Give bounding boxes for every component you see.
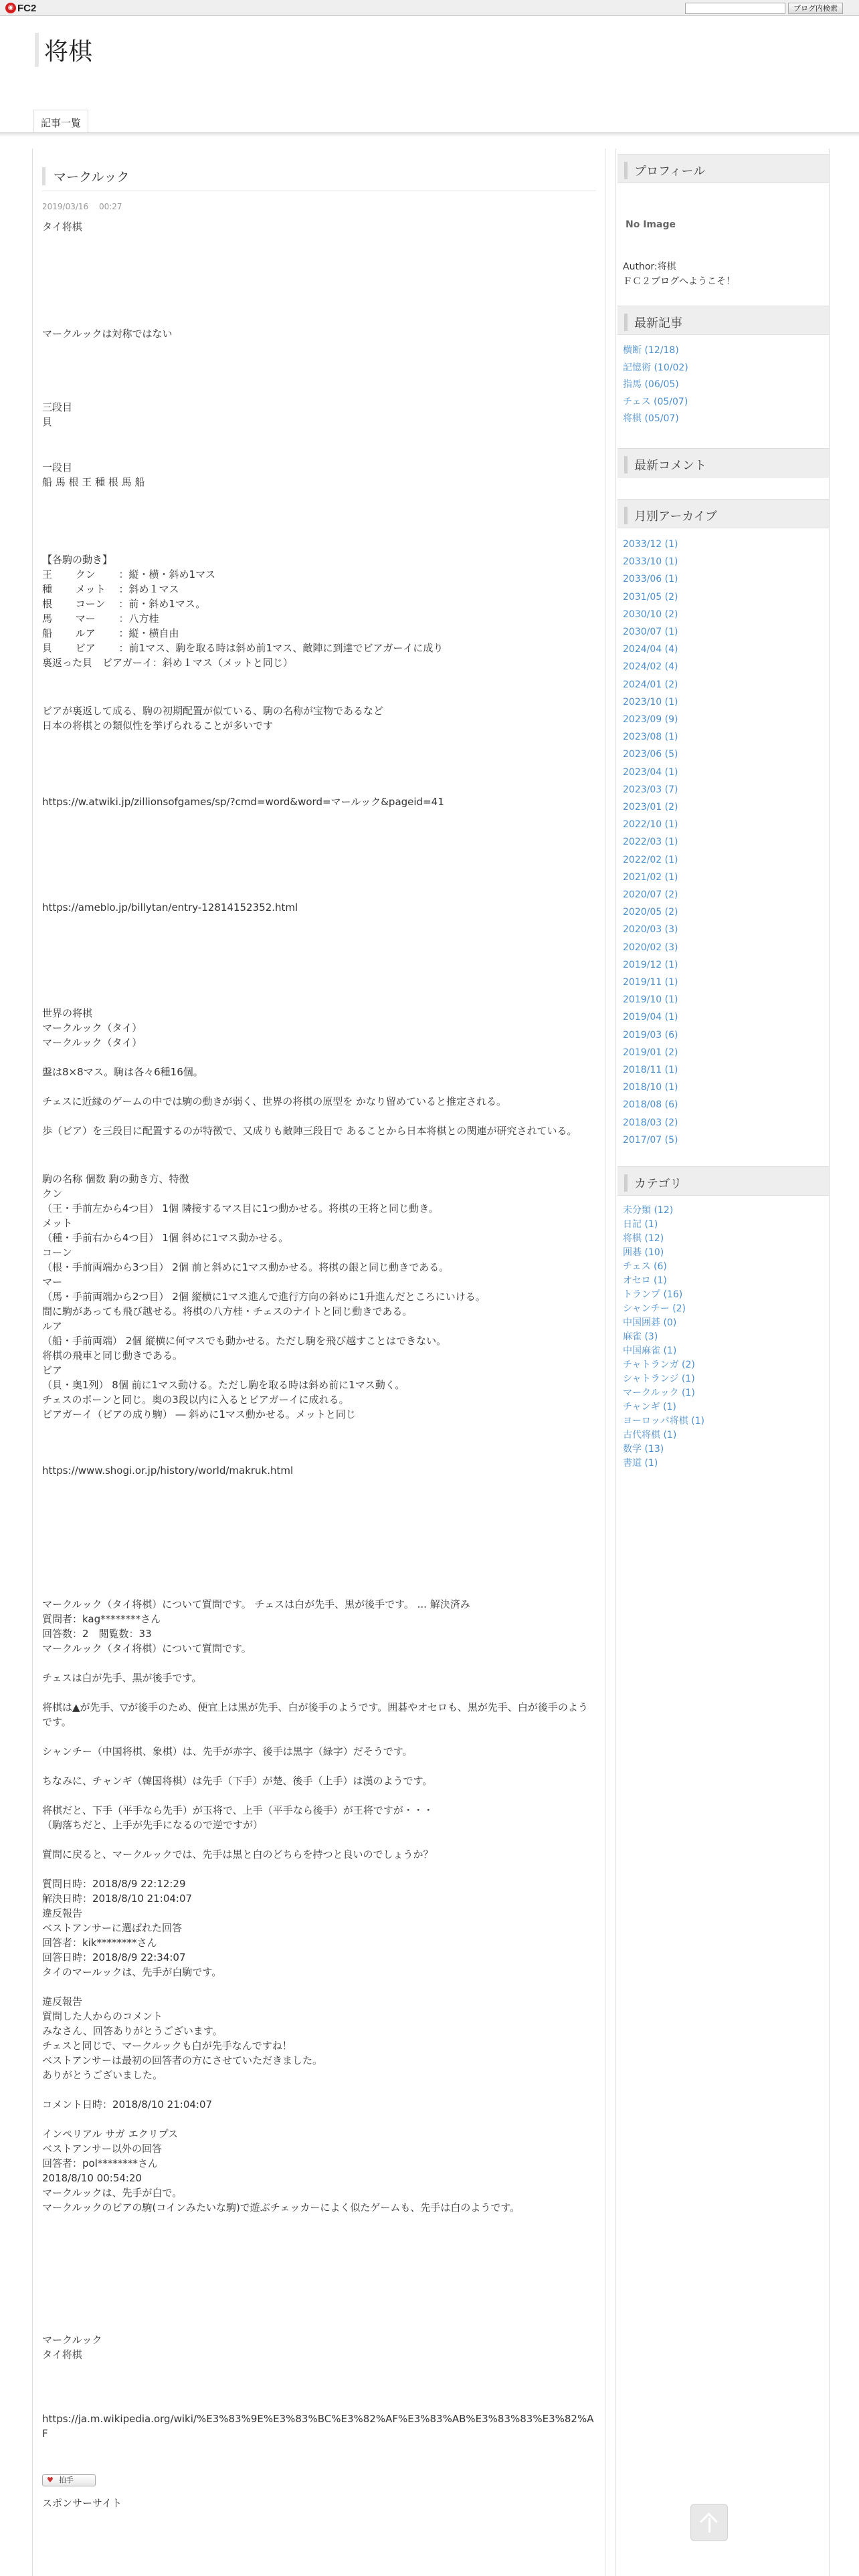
category-link[interactable]: ヨーロッパ将棋 (1) xyxy=(623,1416,705,1426)
sponsor-site-label: スポンサーサイト xyxy=(42,2497,122,2509)
entry-link[interactable]: https://w.atwiki.jp/zillionsofgames/sp/?cmd=word&word=マールック&pageid=41 xyxy=(42,796,444,808)
archive-month-link[interactable]: 2022/10 (1) xyxy=(623,819,678,831)
archive-month-link[interactable]: 2023/09 (9) xyxy=(623,714,678,725)
archive-month-link[interactable]: 2019/04 (1) xyxy=(623,1012,678,1023)
entry-line: 裏返った貝 ビアガーイ：斜め１マス（メットと同じ） xyxy=(42,657,293,669)
entry-line: 【各駒の動き】 xyxy=(42,554,113,566)
category-link[interactable]: 日記 (1) xyxy=(623,1219,658,1230)
entry-line: 回答数：2 閲覧数：33 xyxy=(42,1628,152,1640)
entry-line: 質問した人からのコメント xyxy=(42,2010,163,2022)
archive-month-link[interactable]: 2017/07 (5) xyxy=(623,1134,678,1146)
entry-line: （貝・奥1列） 8個 前に1マス動ける。ただし駒を取る時は斜め前に1マス動く。 xyxy=(42,1379,405,1391)
archive-title: 月別アーカイブ xyxy=(617,499,829,528)
category-link[interactable]: トランプ (16) xyxy=(623,1289,683,1300)
entry-link[interactable]: https://ja.m.wikipedia.org/wiki/%E3%83%9E%E3%83%BC%E3%82%AF%E3%83%AB%E3%83%83%E3%82%AF xyxy=(42,2413,594,2440)
entry-line: 世界の将棋 xyxy=(42,1007,93,1019)
entry-line: チェスは白が先手、黒が後手です。 xyxy=(42,1672,202,1684)
entry-line: チェスに近縁のゲームの中では駒の動きが弱く、世界の将棋の原型を かなり留めていると推定される。 xyxy=(42,1095,507,1107)
entry-line: メット xyxy=(42,1217,73,1229)
entry-line: シャンチー（中国将棋、象棋）は、先手が赤字、後手は黒字（緑字）だそうです。 xyxy=(42,1745,413,1757)
sidebar xyxy=(615,148,830,2576)
clap-label: 拍手 xyxy=(59,2476,74,2484)
entry-line: マークルック xyxy=(42,2334,102,2346)
category-link[interactable]: 未分類 (12) xyxy=(623,1205,674,1216)
clap-button[interactable] xyxy=(42,2474,96,2486)
profile-message: ＦＣ２ブログへようこそ！ xyxy=(623,276,735,287)
archive-month-link[interactable]: 2023/04 (1) xyxy=(623,766,678,778)
entry-line: マークルックは対称ではない xyxy=(42,328,173,340)
category-link[interactable]: チャトランガ (2) xyxy=(623,1360,695,1370)
entry-line: （馬・手前両端から2つ目） 2個 縦横に1マス進んで進行方向の斜めに1升進んだところにいける。 xyxy=(42,1291,486,1303)
entry-line: 船 ルア ：縦・横自由 xyxy=(42,627,179,639)
blog-search-input[interactable] xyxy=(685,3,785,14)
blog-header xyxy=(0,16,859,133)
entry-line: 質問に戻ると、マークルックでは、先手は黒と白のどちらを持つと良いのでしょうか？ xyxy=(42,1848,434,1860)
entry-line: 回答者：kik********さん xyxy=(42,1937,157,1949)
archive-month-link[interactable]: 2018/08 (6) xyxy=(623,1099,678,1111)
fc2-logo[interactable] xyxy=(5,2,36,14)
entry-line: （王・手前左から4つ目） 1個 隣接するマス目に1つ動かせる。将棋の王将と同じ動き。 xyxy=(42,1202,439,1214)
entry-line: 違反報告 xyxy=(42,1907,83,1919)
entry-line: チェスのポーンと同じ。奥の3段以内に入るとビアガーイに成れる。 xyxy=(42,1394,349,1406)
profile-author: Author:将棋 xyxy=(623,261,676,272)
entry-line: インペリアル サガ エクリプス xyxy=(42,2128,179,2140)
category-link[interactable]: 中国麻雀 (1) xyxy=(623,1346,677,1356)
category-link[interactable]: シャンチー (2) xyxy=(623,1303,686,1314)
profile-title: プロフィール xyxy=(617,154,829,183)
entry-line: 種 メット ：斜め１マス xyxy=(42,583,179,595)
entry-line: 王 クン ：縦・横・斜め1マス xyxy=(42,568,216,580)
entry-line: マークルックは、先手が白で。 xyxy=(42,2187,183,2199)
archive-month-link[interactable]: 2021/02 (1) xyxy=(623,871,678,883)
archive-month-link[interactable]: 2020/07 (2) xyxy=(623,889,678,900)
entry-line: （船・手前両端） 2個 縦横に何マスでも動かせる。ただし駒を飛び越すことはできない。 xyxy=(42,1335,447,1347)
category-link[interactable]: 古代将棋 (1) xyxy=(623,1430,677,1440)
entry-line: 一段目 xyxy=(42,461,73,473)
fc2-logo-text: FC2 xyxy=(17,2,37,14)
archive-month-link[interactable]: 2018/11 (1) xyxy=(623,1065,678,1075)
entry-line: コーン xyxy=(42,1247,72,1259)
category-link[interactable]: オセロ (1) xyxy=(623,1275,667,1286)
entry-line: 歩（ビア）を三段目に配置するのが特徴で、又成りも敵陣三段目で あることから日本将棋との関連が研究されている。 xyxy=(42,1125,577,1137)
category-link[interactable]: 囲碁 (10) xyxy=(623,1247,664,1258)
entry-line: 質問日時：2018/8/9 22:12:29 xyxy=(42,1878,186,1890)
entry-line: 貝 xyxy=(42,416,53,428)
fc2-logo-icon: ◉ xyxy=(5,3,16,13)
archive-month-link[interactable]: 2023/08 (1) xyxy=(623,732,678,743)
entry-line: ベストアンサーに選ばれた回答 xyxy=(42,1922,182,1934)
recent-entries-title: 最新記事 xyxy=(617,306,829,335)
archive-month-link[interactable]: 2033/10 (1) xyxy=(623,556,678,568)
archive-month-link[interactable]: 2023/10 (1) xyxy=(623,696,678,708)
profile-no-image: No Image xyxy=(626,219,676,230)
header-divider xyxy=(0,133,859,137)
category-link[interactable]: マークルック (1) xyxy=(623,1388,695,1398)
entry-line: マークルックのビアの駒(コインみたいな駒)で遊ぶチェッカーによく似たゲームも、先手は白のようです。 xyxy=(42,2202,520,2214)
category-link[interactable]: 数学 (13) xyxy=(623,1444,664,1455)
entry-line: 回答日時：2018/8/9 22:34:07 xyxy=(42,1951,186,1963)
entry-line: 船 馬 根 王 種 根 馬 船 xyxy=(42,476,145,488)
archive-month-link[interactable]: 2019/11 (1) xyxy=(623,977,678,988)
scroll-to-top-button[interactable] xyxy=(690,2504,728,2541)
entry-line: 根 コーン ：前・斜め1マス。 xyxy=(42,598,206,610)
entry-line: ちなみに、チャンギ（韓国将棋）は先手（下手）が楚、後手（上手）は漢のようです。 xyxy=(42,1775,433,1787)
category-link[interactable]: 書道 (1) xyxy=(623,1458,658,1469)
entry-line: マークルック（タイ将棋）について質問です。 xyxy=(42,1642,252,1654)
blog-title[interactable]: 将棋 xyxy=(35,33,92,67)
entry-link[interactable]: https://ameblo.jp/billytan/entry-12814152352.html xyxy=(42,901,298,914)
entry-line: ビアガーイ（ビアの成り駒） ― 斜めに1マス動かせる。メットと同じ xyxy=(42,1408,356,1420)
entry-line: 馬 マー ：八方桂 xyxy=(42,613,159,625)
archive-month-link[interactable]: 2022/02 (1) xyxy=(623,854,678,865)
nav-article-list[interactable]: 記事一覧 xyxy=(33,110,88,132)
entry-line: （種・手前右から4つ目） 1個 斜めに1マス動かせる。 xyxy=(42,1232,289,1244)
entry-line: マークルック（タイ将棋）について質問です。 チェスは白が先手、黒が後手です。 ... 解決済み xyxy=(42,1598,470,1610)
entry-line: 違反報告 xyxy=(42,1996,83,2008)
entry-line: 三段目 xyxy=(42,401,73,413)
entry-line: ベストアンサーは最初の回答者の方にさせていただきました。 xyxy=(42,2054,322,2066)
entry-line: マークルック（タイ） xyxy=(42,1022,142,1034)
archive-month-link[interactable]: 2023/06 (5) xyxy=(623,749,678,760)
entry-line: タイのマールックは、先手が白駒です。 xyxy=(42,1966,222,1978)
entry-date: 2019/03/16 00:27 xyxy=(42,202,122,211)
entry-line: みなさん、回答ありがとうございます。 xyxy=(42,2025,223,2037)
entry-line: 将棋の飛車と同じ動きである。 xyxy=(42,1350,183,1362)
archive-month-link[interactable]: 2023/03 (7) xyxy=(623,784,678,795)
archive-month-link[interactable]: 2030/07 (1) xyxy=(623,627,678,637)
archive-month-link[interactable]: 2018/10 (1) xyxy=(623,1082,678,1093)
entry-column xyxy=(32,148,605,2576)
entry-line: 回答者：pol********さん xyxy=(42,2157,158,2169)
recent-entry-link[interactable]: 横断 (12/18) xyxy=(623,345,679,356)
entry-line: タイ将棋 xyxy=(42,221,82,233)
category-link[interactable]: チャンギ (1) xyxy=(623,1402,676,1412)
archive-month-link[interactable]: 2020/03 (3) xyxy=(623,924,678,936)
recent-entry-link[interactable]: チェス (05/07) xyxy=(623,396,688,407)
archive-month-link[interactable]: 2019/01 (2) xyxy=(623,1047,678,1058)
archive-month-link[interactable]: 2019/03 (6) xyxy=(623,1029,678,1041)
archive-month-link[interactable]: 2031/05 (2) xyxy=(623,591,678,603)
category-link[interactable]: 中国囲碁 (0) xyxy=(623,1317,677,1328)
archive-month-link[interactable]: 2033/06 (1) xyxy=(623,574,678,585)
entry-line: 日本の将棋との類似性を挙げられることが多いです xyxy=(42,720,274,732)
entry-line: 盤は8×8マス。駒は各々6種16個。 xyxy=(42,1066,203,1078)
entry-line: 将棋だと、下手（平手なら先手）が玉将で、上手（平手なら後手）が王将ですが・・・ xyxy=(42,1804,434,1816)
archive-month-link[interactable]: 2033/12 (1) xyxy=(623,539,678,550)
blog-search-button[interactable]: ブログ内検索 xyxy=(788,3,843,14)
recent-comments-title: 最新コメント xyxy=(617,448,829,477)
archive-month-link[interactable]: 2019/12 (1) xyxy=(623,959,678,970)
entry-line: チェスと同じで、マークルックも白が先手なんですね！ xyxy=(42,2040,292,2052)
entry-line: ベストアンサー以外の回答 xyxy=(42,2143,162,2155)
entry-line: 貝 ビア ：前1マス、駒を取る時は斜め前1マス、敵陣に到達でビアガーイに成り xyxy=(42,642,444,654)
entry-line: ビア xyxy=(42,1364,63,1376)
entry-link[interactable]: https://www.shogi.or.jp/history/world/makruk.html xyxy=(42,1465,294,1477)
archive-month-link[interactable]: 2024/01 (2) xyxy=(623,679,678,690)
entry-line: マー xyxy=(42,1276,63,1288)
archive-month-link[interactable]: 2020/05 (2) xyxy=(623,907,678,918)
entry-line: マークルック（タイ） xyxy=(42,1037,142,1049)
entry-line: 2018/8/10 00:54:20 xyxy=(42,2172,142,2184)
entry-line: 将棋は▲が先手、▽が後手のため、便宜上は黒が先手、白が後手のようです。囲碁やオセロも、黒が先手、白が後手のようです。 xyxy=(42,1701,588,1728)
category-link[interactable]: 麻雀 (3) xyxy=(623,1331,658,1342)
archive-month-link[interactable]: 2024/04 (4) xyxy=(623,644,678,655)
category-link[interactable]: チェス (6) xyxy=(623,1261,667,1272)
entry-line: 駒の名称 個数 駒の動き方、特徴 xyxy=(42,1173,189,1185)
archive-month-link[interactable]: 2020/02 (3) xyxy=(623,942,678,953)
archive-month-link[interactable]: 2030/10 (2) xyxy=(623,609,678,620)
archive-month-link[interactable]: 2022/03 (1) xyxy=(623,837,678,848)
category-title: カテゴリ xyxy=(617,1166,829,1196)
recent-entry-link[interactable]: 指馬 (06/05) xyxy=(623,379,679,391)
category-link[interactable]: 将棋 (12) xyxy=(623,1233,664,1244)
recent-entry-link[interactable]: 将棋 (05/07) xyxy=(623,413,679,425)
entry-line: 間に駒があっても飛び越せる。将棋の八方桂・チェスのナイトと同じ動きである。 xyxy=(42,1305,413,1317)
clap-icon: ♥ xyxy=(47,2476,54,2484)
entry-line: （根・手前両端から3つ目） 2個 前と斜めに1マス動かせる。将棋の銀と同じ動きである。 xyxy=(42,1261,450,1273)
fc2-toolbar xyxy=(0,0,859,16)
entry-line: 解決日時：2018/8/10 21:04:07 xyxy=(42,1893,193,1905)
category-link[interactable]: シャトランジ (1) xyxy=(623,1374,695,1384)
entry-line: （駒落ちだと、上手が先手になるので逆ですが） xyxy=(42,1819,264,1831)
recent-entry-link[interactable]: 記憶術 (10/02) xyxy=(623,362,688,373)
entry-line: ルア xyxy=(42,1320,63,1332)
archive-month-link[interactable]: 2019/10 (1) xyxy=(623,994,678,1006)
entry-line: コメント日時：2018/8/10 21:04:07 xyxy=(42,2099,213,2111)
entry-line: ビアが裏返して成る、駒の初期配置が似ている、駒の名称が宝物であるなど xyxy=(42,705,384,717)
entry-line: 質問者：kag********さん xyxy=(42,1613,161,1625)
archive-month-link[interactable]: 2023/01 (2) xyxy=(623,802,678,813)
entry-line: クン xyxy=(42,1188,63,1200)
archive-month-link[interactable]: 2018/03 (2) xyxy=(623,1117,678,1128)
entry-title[interactable]: マークルック xyxy=(42,167,129,185)
entry-line: タイ将棋 xyxy=(42,2349,82,2361)
archive-month-link[interactable]: 2024/02 (4) xyxy=(623,661,678,673)
entry-line: ありがとうございました。 xyxy=(42,2069,163,2081)
